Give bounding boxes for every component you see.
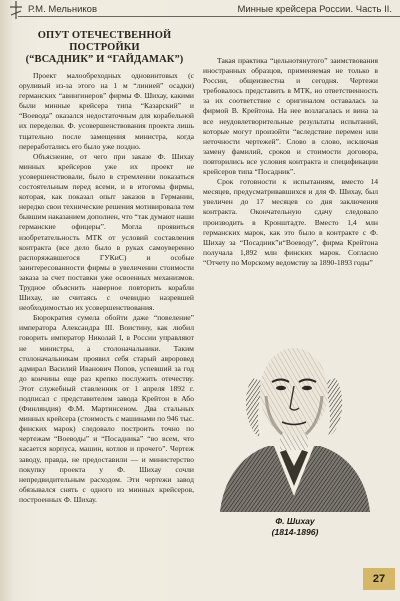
paragraph: Срок готовности к испытаниям, вместо 14 месяцев, предусматривавшихся и для Ф. Шихау, был увеличен до 17 месяцев со дня заключения контракта. Окончательную сдачу следовало производить в Кронштадте. Вместо 1,4 млн германских марок, как это было в контракте с Ф. Шихау за “Посадник”и“Воеводу”, фирма Крейтона получала 1,892 млн финских марок. Согласно “Отчету по Морскому ведомству за 1890-1893 годы”: [203, 177, 378, 267]
portrait-engraving: [210, 326, 378, 512]
caption-years: (1814-1896): [271, 527, 319, 537]
section-title: [12, 30, 197, 66]
section-title-line1: ОПУТ ОТЕЧЕСТВЕННОЙ ПОСТРОЙКИ: [37, 30, 172, 53]
header-divider: [18, 16, 400, 17]
paragraph: Проект малообреходных одновинтовых (с оруливый из-за этого на 1 м “линией” осадки) германских “авингинеров” фирмы Ф. Шихау, какими были минные крейсера типа “Казарский” и “Воевода” оказался недостаточным для корабельной их переделки. Ф. усовершенствования проекта лишь тщательно после замещения министра, когда переработались его было уже поздно.: [19, 71, 194, 151]
header-running-title: Минные крейсера России. Часть II.: [237, 4, 392, 15]
portrait-caption: [206, 516, 384, 538]
header-author: Р.М. Мельников: [28, 4, 98, 15]
section-title-line2: (“ВСАДНИК” И “ГАЙДАМАК”): [25, 54, 184, 65]
paragraph: Такая практика “цельнотянутого” заимствования иностранных образцов, применяемая не только в России, общеизвестна и сегодня. Чертежи требовалось представить в МТК, но ответственность за их соответствие с оригиналом оставалась за фирмой В. Крейтона. На нее возлагалась и вина за все неудовлетворительные результаты испытаний, которые могут произойти “вследствие перемен или неточности чертежей”. Слово в слово, исключая замену фамилий, сроков и стоимости договора, повторились все условия контракта и спецификации крейсеров типа “Посадник”.: [203, 56, 378, 177]
page-number-badge: 27: [363, 568, 395, 590]
paragraph: Бюрократия сумела обойти даже “повеление” императора Александра III. Воистину, как любил говорить император Николай I, в России управляют не министры, а столоначальники. Таким столоначальникам проявил себя старый авроровед адмирал Василий Иванович Попов, успевший за год до кончины еще раз крепко послужить отечеству. Этот служебный ставленник от 1 апреля 1892 г. подписал с представителем завода Крейтон в Або (Финляндия) Ф.М. Мартинсеном. Два стальных минных крейсера (стоимость с машинами по 946 тыс. финских марок) следовало построить точно по чертежам “Воеводы” и “Посадника” “во всем, что касается корпуса, машин, котлов и прочего”. Чертеж заводу, правда, не предоставили — и министерство покупку проекта у Ф. Шихау сочли непредвидительным расходом. Эти чертежи завод обязывался снять с одного из минных крейсеров, построенных Ф. Шихау.: [19, 313, 194, 504]
paragraph: Объяснение, от чего при заказе Ф. Шихау минных крейсеров уже их проект не усовершенствовали, было в стремлении показаться состоятельным перед всеми, и в итогомы фирмы, которая, как показал опыт заказов в Германии, нередко свои технические решения мотивировала тем бывшим наказанием дополнен, что “так думают наши германские офицеры”. Могла проявиться изобретательность МТК от условий составления контракта (все дело было в руках самоуверенно распоряжавшегося ГУКиС) и особые заинтересованности фирмы в увеличении стоимости заказа за счет поставки уже освоенных механизмов. Трудное объяснить наверное повторить корабли Шихау, не считаясь с очевидно назревшей необходимостью их усовершенствования.: [19, 151, 194, 313]
caption-name: Ф. Шихау: [275, 516, 315, 526]
right-text-column: [203, 56, 378, 268]
left-text-column: [19, 71, 194, 505]
